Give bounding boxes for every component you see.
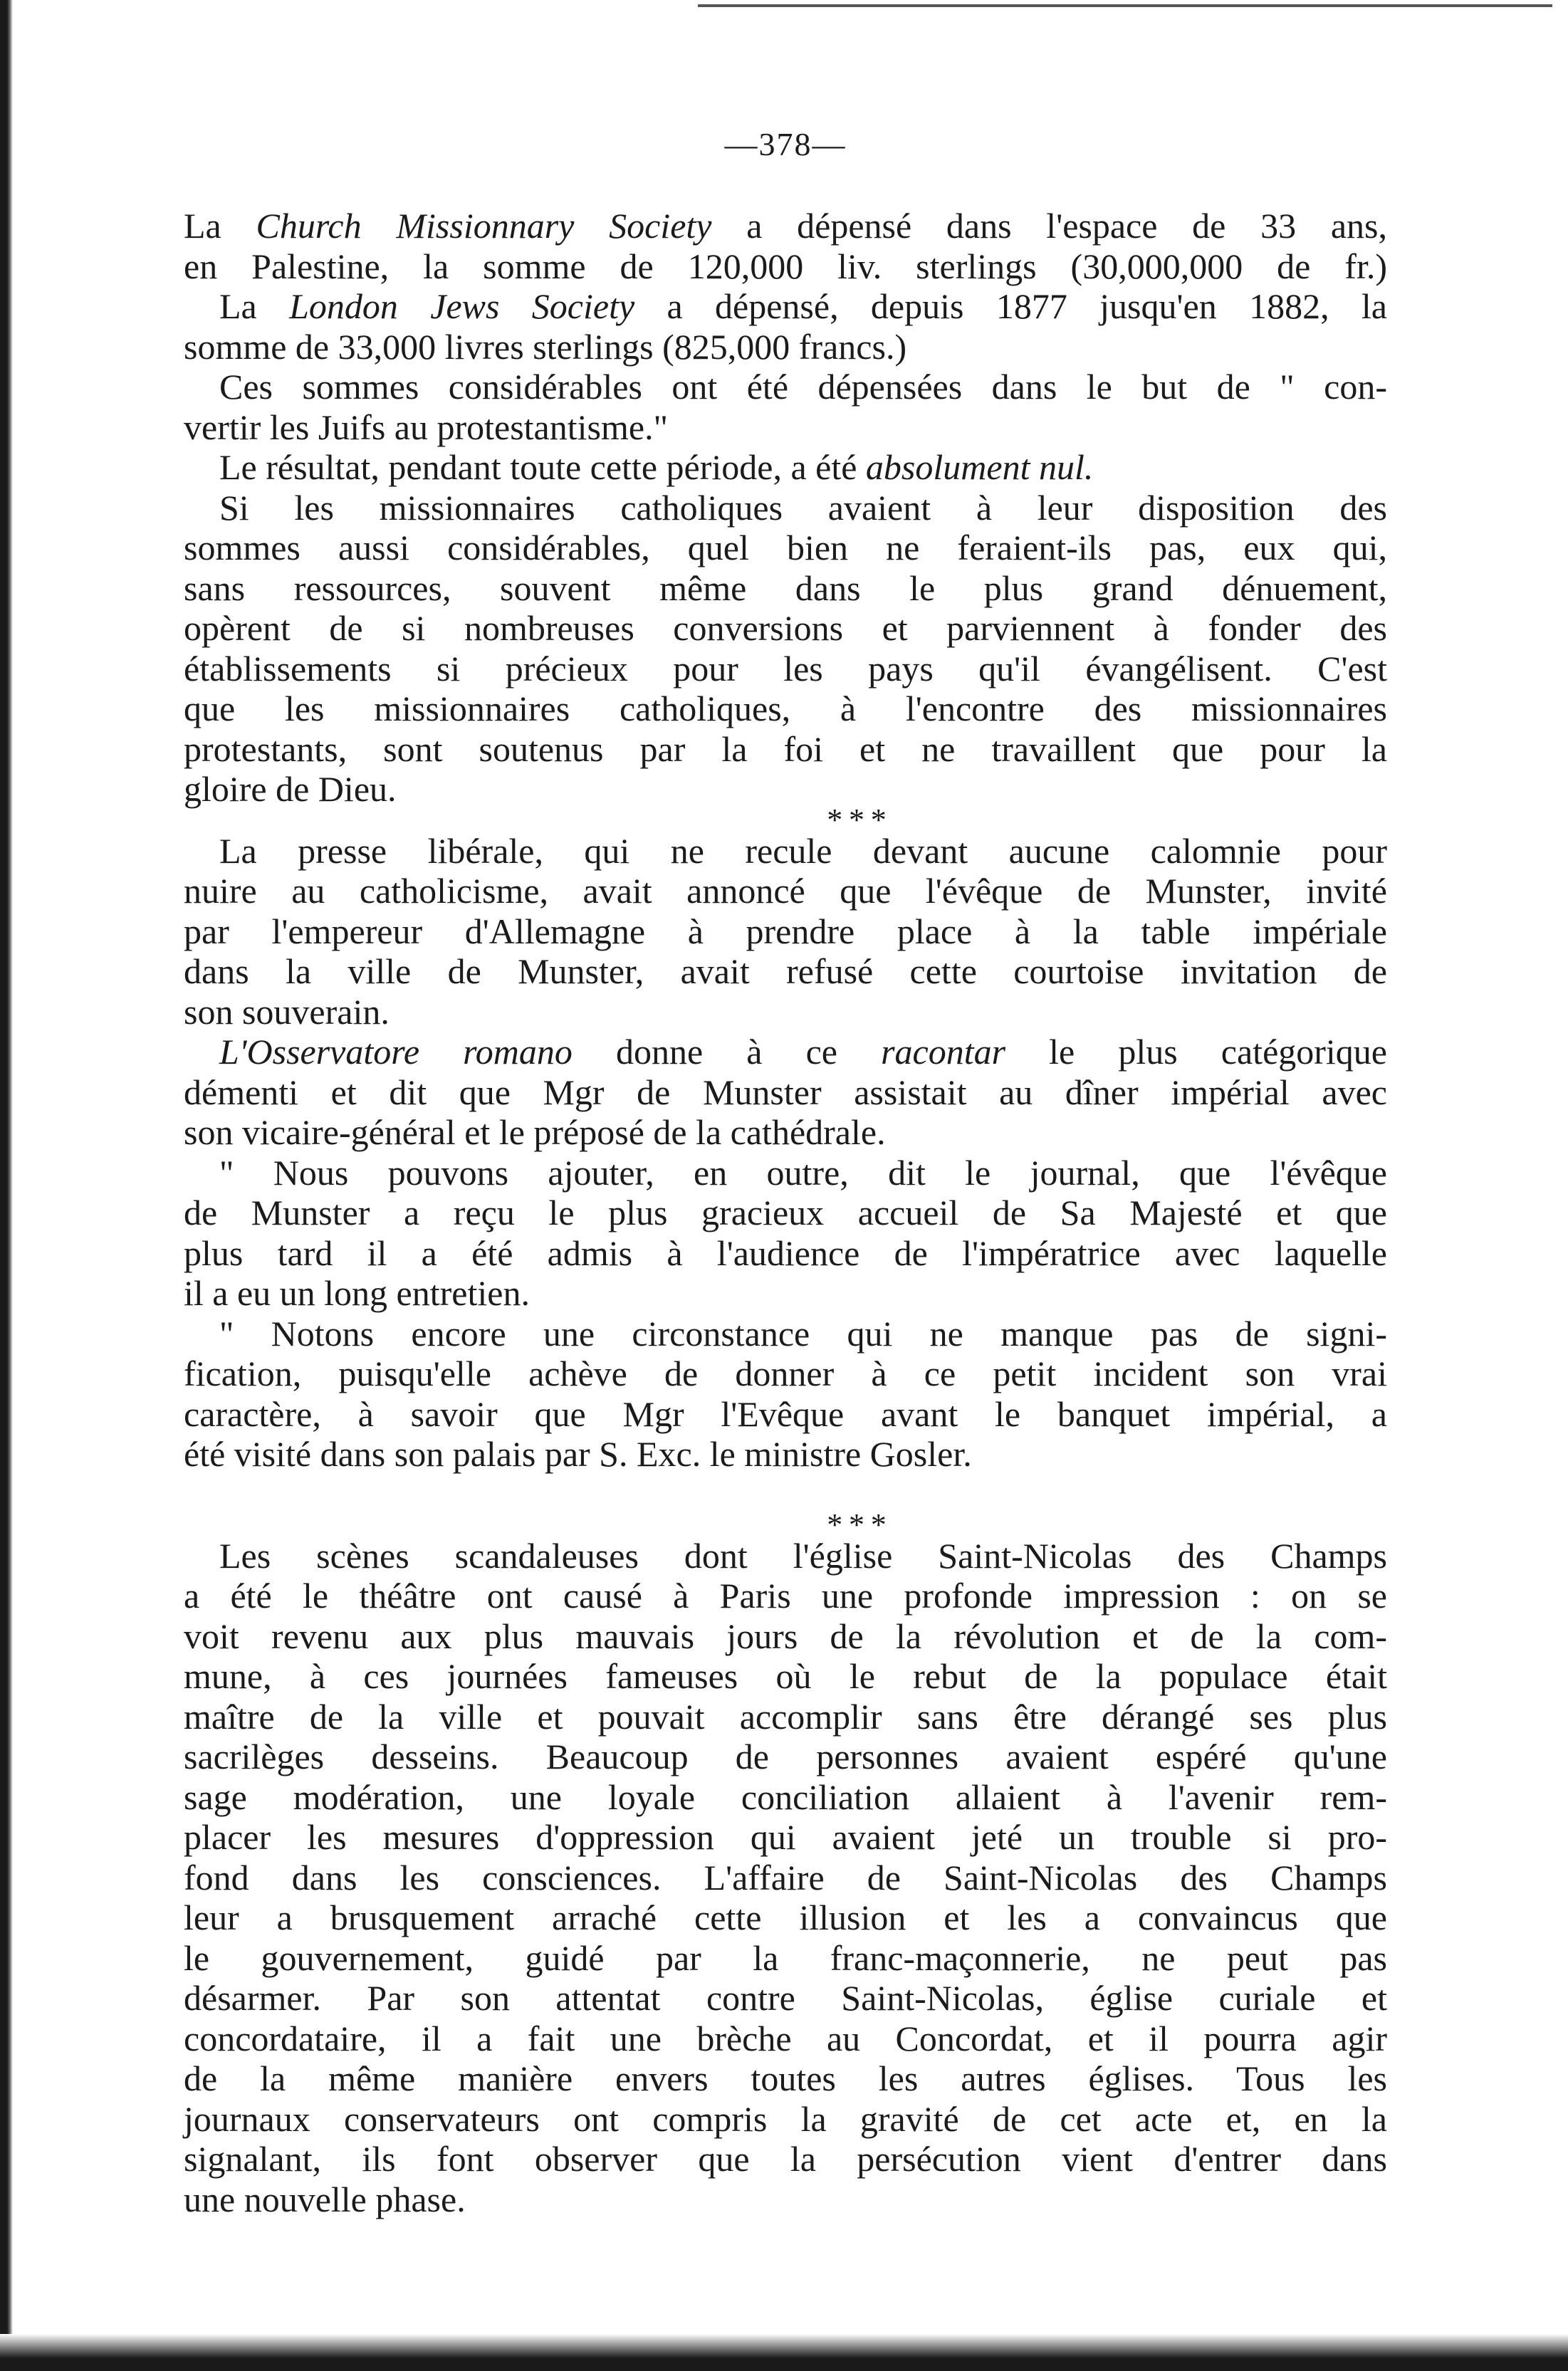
text-span: caractère, à savoir que Mgr l'Evêque avant le banquet impérial, a xyxy=(184,1393,1387,1434)
text-span: de la même manière envers toutes les autres églises. Tous les xyxy=(184,2058,1387,2098)
text-line xyxy=(184,2099,1387,2140)
text-span: donne à ce xyxy=(572,1032,882,1072)
text-line xyxy=(184,1898,1387,1938)
text-span: désarmer. Par son attentat contre Saint-Nicolas, église curiale et xyxy=(184,1978,1387,2018)
text-line xyxy=(184,1354,1387,1394)
text-span: concordataire, il a fait une brèche au Concordat, et il pourra agir xyxy=(184,2018,1387,2058)
text-span: mune, à ces journées fameuses où le rebut de la populace était xyxy=(184,1656,1387,1696)
text-line xyxy=(184,729,1387,770)
text-span: démenti et dit que Mgr de Munster assistait au dîner impérial avec xyxy=(184,1072,1387,1112)
text-span: signalant, ils font observer que la persécution vient d'entrer dans xyxy=(184,2139,1387,2179)
text-span: fond dans les consciences. L'affaire de Saint-Nicolas des Champs xyxy=(184,1857,1387,1898)
text-line xyxy=(184,1616,1387,1657)
text-span: le plus catégorique xyxy=(1005,1032,1388,1072)
text-span: gloire de Dieu. xyxy=(184,769,397,809)
text-line xyxy=(184,246,1387,287)
text-span: plus tard il a été admis à l'audience de l'impératrice avec laquelle xyxy=(184,1232,1387,1273)
text-span: La xyxy=(219,286,290,326)
text-span: dans la ville de Munster, avait refusé cette courtoise invitation de xyxy=(184,951,1387,991)
text-span: été visité dans son palais par S. Exc. le ministre Gosler. xyxy=(184,1434,972,1474)
text-span: a dépensé dans l'espace de 33 ans, xyxy=(711,206,1387,246)
italic-text: London Jews Society xyxy=(289,286,635,326)
text-line xyxy=(184,1273,1387,1314)
text-line xyxy=(184,488,1387,528)
text-line xyxy=(184,1536,1387,1576)
page-number: —378— xyxy=(724,126,847,162)
text-span: sacrilèges desseins. Beaucoup de personnes avaient espéré qu'une xyxy=(184,1737,1387,1776)
text-span: que les missionnaires catholiques, à l'encontre des missionnaires xyxy=(184,689,1387,728)
section-separator-2: * * * xyxy=(827,1507,887,1542)
text-line xyxy=(184,831,1387,872)
text-span: vertir les Juifs au protestantisme." xyxy=(184,407,668,447)
text-span: Les scènes scandaleuses dont l'église Saint-Nicolas des Champs xyxy=(219,1535,1387,1576)
text-line xyxy=(184,1193,1387,1233)
text-span: La presse libérale, qui ne recule devant aucune calomnie pour xyxy=(219,830,1387,871)
text-line xyxy=(184,1978,1387,2019)
text-line xyxy=(184,1153,1387,1193)
section-separator-1: * * * xyxy=(827,802,887,837)
paragraph-block-munster-bishop xyxy=(184,831,1387,1475)
text-line xyxy=(184,1737,1387,1777)
text-line xyxy=(184,1434,1387,1475)
text-span: Le résultat, pendant toute cette période, a été xyxy=(219,447,866,487)
text-line xyxy=(184,992,1387,1032)
paragraph-block-saint-nicolas xyxy=(184,1536,1387,2220)
text-span: Si les missionnaires catholiques avaient à leur disposition des xyxy=(219,487,1387,528)
text-line xyxy=(184,367,1387,407)
text-line xyxy=(184,1697,1387,1737)
text-span: sans ressources, souvent même dans le plus grand dénuement, xyxy=(184,567,1387,608)
text-line xyxy=(184,1777,1387,1818)
text-span: " Notons encore une circonstance qui ne manque pas de signi- xyxy=(219,1313,1387,1354)
text-span: a dépensé, depuis 1877 jusqu'en 1882, la xyxy=(634,286,1387,326)
text-line xyxy=(184,689,1387,729)
text-span: il a eu un long entretien. xyxy=(184,1273,530,1313)
text-span: somme de 33,000 livres sterlings (825,000 francs.) xyxy=(184,326,907,367)
text-line xyxy=(184,769,1387,810)
text-span: " Nous pouvons ajouter, en outre, dit le journal, que l'évêque xyxy=(219,1152,1387,1193)
text-line xyxy=(184,1576,1387,1616)
text-span: a été le théâtre ont causé à Paris une profonde impression : on se xyxy=(184,1576,1387,1616)
paragraph-block-missionary-societies xyxy=(184,206,1387,810)
text-line xyxy=(184,649,1387,689)
italic-text: absolument nul. xyxy=(865,447,1094,487)
text-span: en Palestine, la somme de 120,000 liv. sterlings (30,000,000 de fr.) xyxy=(184,246,1387,286)
text-line xyxy=(184,1394,1387,1435)
book-page xyxy=(184,125,1387,2219)
text-line xyxy=(184,568,1387,609)
text-span: protestants, sont soutenus par la foi et ne travaillent que pour la xyxy=(184,728,1387,769)
text-span: La xyxy=(184,206,256,246)
text-span: maître de la ville et pouvait accomplir sans être dérangé ses plus xyxy=(184,1696,1387,1737)
text-line xyxy=(184,1032,1387,1072)
text-line xyxy=(184,911,1387,952)
text-span: de Munster a reçu le plus gracieux accueil de Sa Majesté et que xyxy=(184,1193,1387,1232)
text-line xyxy=(184,1112,1387,1153)
text-line xyxy=(184,1314,1387,1354)
text-line xyxy=(184,871,1387,911)
text-line xyxy=(184,1656,1387,1697)
text-span: sage modération, une loyale conciliation allaient à l'avenir rem- xyxy=(184,1776,1387,1817)
scan-border-bottom xyxy=(0,2334,1568,2371)
text-line xyxy=(184,2139,1387,2179)
text-line xyxy=(184,1233,1387,1274)
text-span: voit revenu aux plus mauvais jours de la révolution et de la com- xyxy=(184,1616,1387,1656)
text-span: sommes aussi considérables, quel bien ne feraient-ils pas, eux qui, xyxy=(184,528,1387,567)
text-span: une nouvelle phase. xyxy=(184,2179,466,2219)
text-span: établissements si précieux pour les pays qu'il évangélisent. C'est xyxy=(184,648,1387,689)
text-line xyxy=(184,528,1387,568)
text-span: par l'empereur d'Allemagne à prendre place à la table impériale xyxy=(184,911,1387,951)
text-line xyxy=(184,608,1387,649)
text-line xyxy=(184,2179,1387,2220)
text-span: fication, puisqu'elle achève de donner à ce petit incident son vrai xyxy=(184,1354,1387,1393)
text-line xyxy=(184,447,1387,488)
text-line xyxy=(184,2058,1387,2099)
text-span: leur a brusquement arraché cette illusion et les a convaincus que xyxy=(184,1898,1387,1937)
italic-text: L'Osservatore romano xyxy=(219,1032,573,1072)
text-line xyxy=(184,2019,1387,2059)
text-line xyxy=(184,1072,1387,1113)
text-line xyxy=(184,407,1387,448)
text-line xyxy=(184,286,1387,327)
scan-border-left xyxy=(0,0,13,2371)
text-span: journaux conservateurs ont compris la gravité de cet acte et, en la xyxy=(184,2098,1387,2139)
text-line xyxy=(184,1938,1387,1979)
text-line xyxy=(184,1817,1387,1858)
text-line xyxy=(184,206,1387,246)
scan-border-top xyxy=(698,4,1552,7)
text-span: le gouvernement, guidé par la franc-maçonnerie, ne peut pas xyxy=(184,1937,1387,1978)
text-line xyxy=(184,327,1387,367)
text-line xyxy=(184,951,1387,992)
text-span: son vicaire-général et le préposé de la cathédrale. xyxy=(184,1112,886,1152)
text-span: placer les mesures d'oppression qui avaient jeté un trouble si pro- xyxy=(184,1817,1387,1857)
text-span: nuire au catholicisme, avait annoncé que l'évêque de Munster, invité xyxy=(184,871,1387,911)
italic-text: Church Missionnary Society xyxy=(256,206,712,246)
text-span: son souverain. xyxy=(184,991,390,1032)
blank-space xyxy=(184,1475,1387,1514)
text-span: Ces sommes considérables ont été dépensées dans le but de " con- xyxy=(219,367,1387,407)
italic-text: racontar xyxy=(881,1032,1006,1072)
text-line xyxy=(184,1858,1387,1898)
text-span: opèrent de si nombreuses conversions et parviennent à fonder des xyxy=(184,608,1387,648)
